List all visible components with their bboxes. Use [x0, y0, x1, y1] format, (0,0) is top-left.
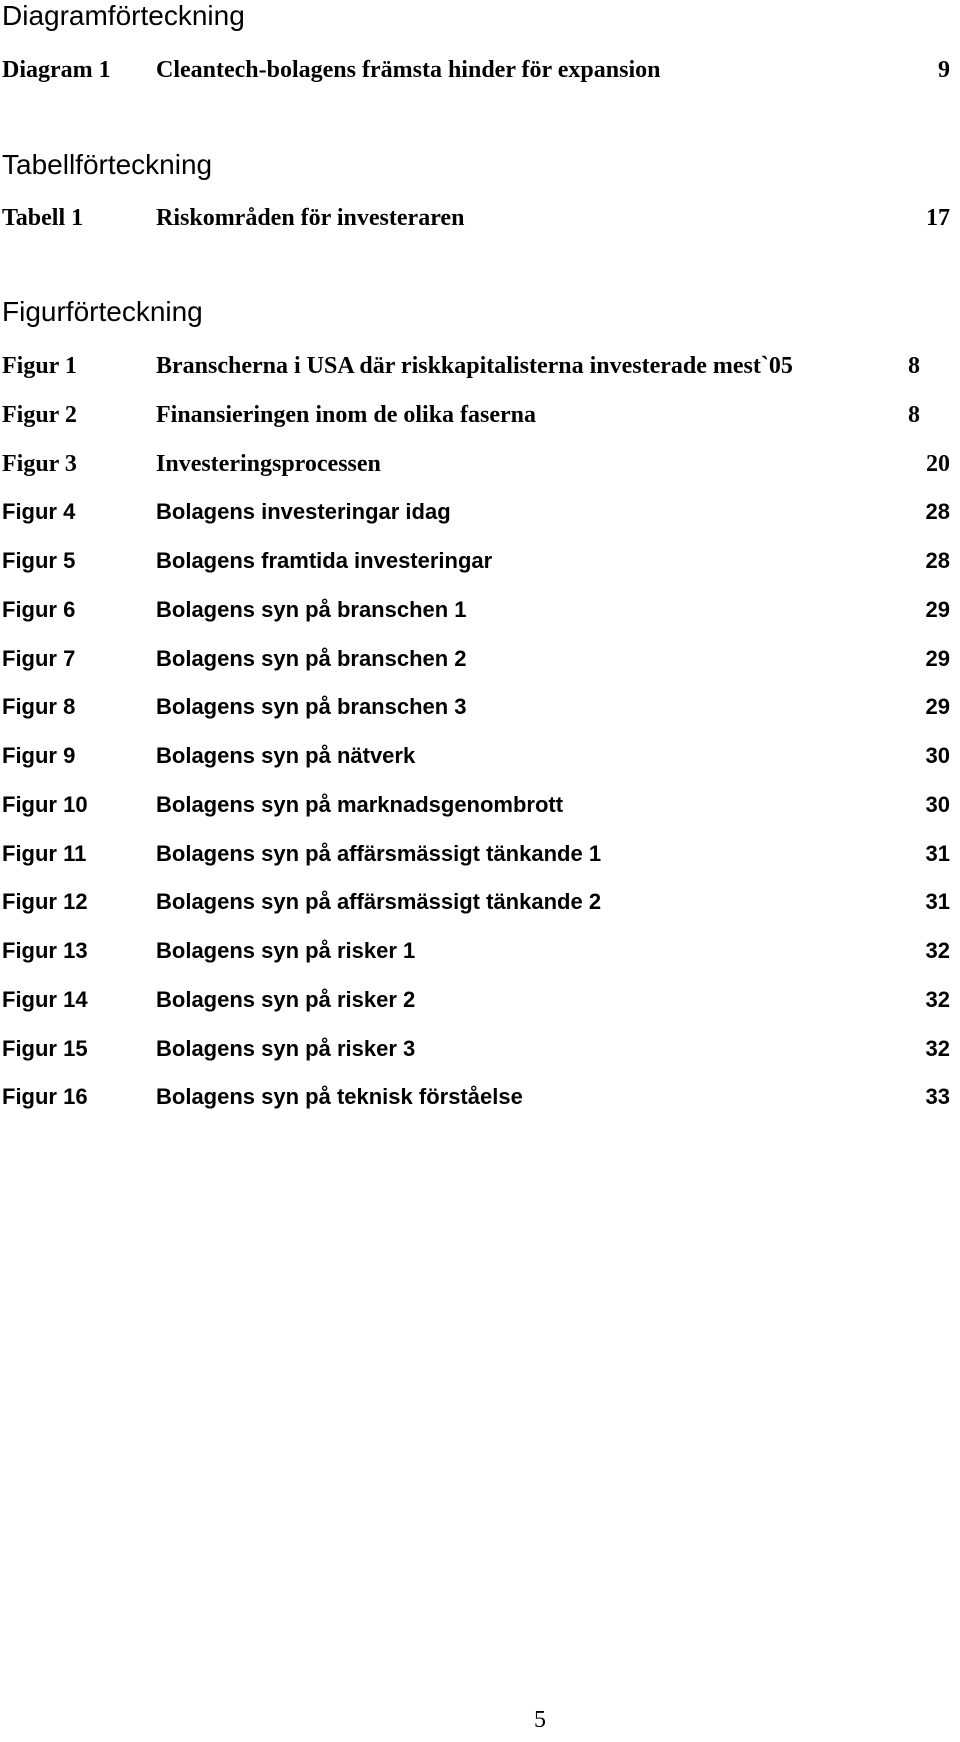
entry-title: Bolagens syn på affärsmässigt tänkande 1: [156, 841, 602, 866]
page-number: 5: [534, 1707, 546, 1733]
entry-label: Figur 1: [2, 353, 77, 379]
entry-page-number: 33: [925, 1084, 950, 1109]
entry-title: Bolagens syn på branschen 2: [156, 646, 467, 671]
entry-page-number: 29: [925, 646, 950, 671]
table-list-heading: Tabellförteckning: [2, 149, 213, 180]
list-item-figure-3[interactable]: [2, 447, 950, 481]
entry-title: Bolagens syn på risker 3: [156, 1036, 416, 1061]
entry-label: Figur 16: [2, 1084, 88, 1109]
entry-page-number: 32: [925, 987, 950, 1012]
entry-label: Figur 5: [2, 548, 76, 573]
entry-label: Figur 10: [2, 792, 88, 817]
entry-label: Figur 3: [2, 451, 77, 477]
list-item-table-1[interactable]: [2, 201, 950, 235]
entry-label: Figur 4: [2, 499, 76, 524]
entry-title: Finansieringen inom de olika faserna: [156, 402, 537, 428]
entry-title: Bolagens syn på teknisk förståelse: [156, 1084, 523, 1109]
entry-page-number: 29: [925, 597, 950, 622]
entry-page-number: 30: [925, 792, 950, 817]
entry-page-number: 31: [925, 841, 950, 866]
list-item-figure-16[interactable]: [2, 1080, 950, 1114]
entry-page-number: 8: [908, 353, 920, 379]
entry-title: Bolagens syn på branschen 1: [156, 597, 467, 622]
entry-page-number: 30: [925, 743, 950, 768]
entry-page-number: 8: [908, 402, 920, 428]
entry-page-number: 32: [925, 1036, 950, 1061]
entry-label: Tabell 1: [2, 205, 84, 231]
entry-title: Bolagens syn på risker 2: [156, 987, 416, 1012]
entry-label: Figur 8: [2, 694, 76, 719]
list-item-figure-11[interactable]: [2, 837, 950, 871]
entry-page-number: 32: [925, 938, 950, 963]
entry-title: Bolagens syn på nätverk: [156, 743, 416, 768]
entry-page-number: 17: [926, 205, 950, 231]
list-item-figure-12[interactable]: [2, 885, 950, 919]
list-item-diagram-1[interactable]: [2, 53, 950, 87]
entry-page-number: 28: [925, 499, 950, 524]
list-item-figure-5[interactable]: [2, 544, 950, 578]
entry-title: Bolagens investeringar idag: [156, 499, 451, 524]
list-item-figure-13[interactable]: [2, 934, 950, 968]
figure-list-heading: Figurförteckning: [2, 296, 203, 327]
entry-label: Figur 7: [2, 646, 76, 671]
entry-title: Bolagens framtida investeringar: [156, 548, 493, 573]
entry-label: Figur 12: [2, 889, 88, 914]
entry-page-number: 20: [926, 451, 950, 477]
entry-label: Diagram 1: [2, 57, 111, 83]
list-item-figure-6[interactable]: [2, 593, 950, 627]
entry-label: Figur 9: [2, 743, 76, 768]
list-item-figure-15[interactable]: [2, 1032, 950, 1066]
entry-title: Bolagens syn på risker 1: [156, 938, 416, 963]
list-item-figure-2[interactable]: [2, 398, 950, 432]
entry-label: Figur 2: [2, 402, 77, 428]
list-item-figure-1[interactable]: [2, 349, 950, 383]
entry-title: Bolagens syn på branschen 3: [156, 694, 467, 719]
list-item-figure-4[interactable]: [2, 495, 950, 529]
list-item-figure-14[interactable]: [2, 983, 950, 1017]
list-item-figure-10[interactable]: [2, 788, 950, 822]
entry-page-number: 31: [925, 889, 950, 914]
entry-page-number: 28: [925, 548, 950, 573]
entry-page-number: 9: [938, 57, 950, 83]
entry-page-number: 29: [925, 694, 950, 719]
list-item-figure-8[interactable]: [2, 690, 950, 724]
entry-title: Cleantech-bolagens främsta hinder för expansion: [156, 57, 661, 83]
diagram-list-heading: Diagramförteckning: [2, 0, 245, 31]
entry-title: Riskområden för investeraren: [156, 205, 465, 231]
entry-title: Bolagens syn på marknadsgenombrott: [156, 792, 564, 817]
entry-title: Branscherna i USA där riskkapitalisterna investerade mest`05: [156, 353, 793, 379]
list-item-figure-7[interactable]: [2, 642, 950, 676]
entry-label: Figur 15: [2, 1036, 88, 1061]
entry-title: Investeringsprocessen: [156, 451, 381, 477]
entry-label: Figur 6: [2, 597, 76, 622]
list-item-figure-9[interactable]: [2, 739, 950, 773]
entry-label: Figur 11: [2, 841, 87, 866]
entry-label: Figur 14: [2, 987, 88, 1012]
entry-label: Figur 13: [2, 938, 88, 963]
entry-title: Bolagens syn på affärsmässigt tänkande 2: [156, 889, 602, 914]
